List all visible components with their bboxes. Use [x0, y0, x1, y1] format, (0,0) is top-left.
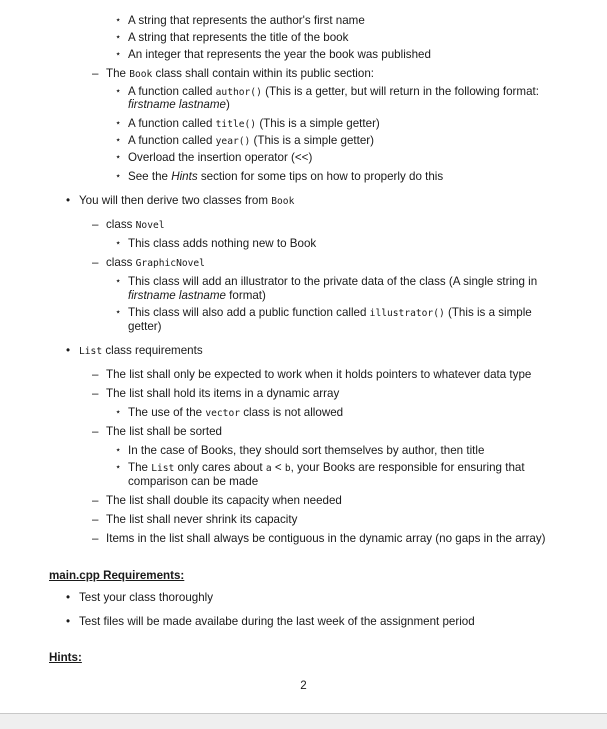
star-bullet: ⋆ — [115, 462, 122, 473]
text-line: This class will add an illustrator to the private data of the class (A single string in — [128, 275, 538, 288]
round-bullet: • — [66, 615, 71, 628]
round-bullet: • — [66, 591, 71, 604]
text-line: List class requirements — [79, 344, 203, 357]
text-line: An integer that represents the year the book was published — [128, 48, 431, 61]
dash-bullet: – — [92, 513, 99, 526]
text-line: Test files will be made availabe during the last week of the assignment period — [79, 615, 475, 628]
text-line: getter) — [128, 320, 162, 333]
dash-bullet: – — [92, 67, 99, 80]
text-line: A function called author() (This is a getter, but will return in the following format: — [128, 85, 539, 98]
text-line: A string that represents the author's first name — [128, 14, 365, 27]
text-line: This class will also add a public function called illustrator() (This is a simple — [128, 306, 532, 319]
page-number: 2 — [300, 679, 307, 692]
text-line: This class adds nothing new to Book — [128, 237, 317, 250]
text-line: The list shall double its capacity when needed — [106, 494, 342, 507]
text-line: firstname lastname format) — [128, 289, 266, 302]
text-line: The list shall hold its items in a dynamic array — [106, 387, 340, 400]
star-bullet: ⋆ — [115, 15, 122, 26]
dash-bullet: – — [92, 387, 99, 400]
star-bullet: ⋆ — [115, 118, 122, 129]
star-bullet: ⋆ — [115, 445, 122, 456]
star-bullet: ⋆ — [115, 135, 122, 146]
dash-bullet: – — [92, 532, 99, 545]
text-line: The list shall be sorted — [106, 425, 222, 438]
star-bullet: ⋆ — [115, 238, 122, 249]
text-line: The List only cares about a < b, your Books are responsible for ensuring that — [128, 461, 525, 474]
text-line: Overload the insertion operator (<<) — [128, 151, 313, 164]
star-bullet: ⋆ — [115, 171, 122, 182]
text-line: Test your class thoroughly — [79, 591, 214, 604]
text-line: The Book class shall contain within its public section: — [106, 67, 374, 80]
star-bullet: ⋆ — [115, 86, 122, 97]
text-line: class GraphicNovel — [106, 256, 205, 269]
star-bullet: ⋆ — [115, 307, 122, 318]
text-line: A string that represents the title of the book — [128, 31, 349, 44]
text-line: Items in the list shall always be contiguous in the dynamic array (no gaps in the array) — [106, 532, 546, 545]
text-line: You will then derive two classes from Book — [79, 194, 295, 207]
round-bullet: • — [66, 194, 71, 207]
text-line: The list shall never shrink its capacity — [106, 513, 298, 526]
text-line: firstname lastname) — [128, 98, 230, 111]
star-bullet: ⋆ — [115, 49, 122, 60]
text-line: In the case of Books, they should sort themselves by author, then title — [128, 444, 485, 457]
round-bullet: • — [66, 344, 71, 357]
dash-bullet: – — [92, 368, 99, 381]
dash-bullet: – — [92, 425, 99, 438]
text-line: The list shall only be expected to work when it holds pointers to whatever data type — [106, 368, 532, 381]
dash-bullet: – — [92, 218, 99, 231]
star-bullet: ⋆ — [115, 276, 122, 287]
text-line: comparison can be made — [128, 475, 259, 488]
text-line: See the Hints section for some tips on how to properly do this — [128, 170, 444, 183]
text-line: A function called title() (This is a simple getter) — [128, 117, 380, 130]
dash-bullet: – — [92, 256, 99, 269]
hints-heading: Hints: — [49, 651, 82, 664]
text-line: class Novel — [106, 218, 165, 231]
text-line: The use of the vector class is not allowed — [128, 406, 344, 419]
main-requirements-heading: main.cpp Requirements: — [49, 569, 185, 582]
text-line: A function called year() (This is a simple getter) — [128, 134, 375, 147]
star-bullet: ⋆ — [115, 407, 122, 418]
page-divider — [0, 713, 607, 729]
dash-bullet: – — [92, 494, 99, 507]
star-bullet: ⋆ — [115, 32, 122, 43]
star-bullet: ⋆ — [115, 152, 122, 163]
